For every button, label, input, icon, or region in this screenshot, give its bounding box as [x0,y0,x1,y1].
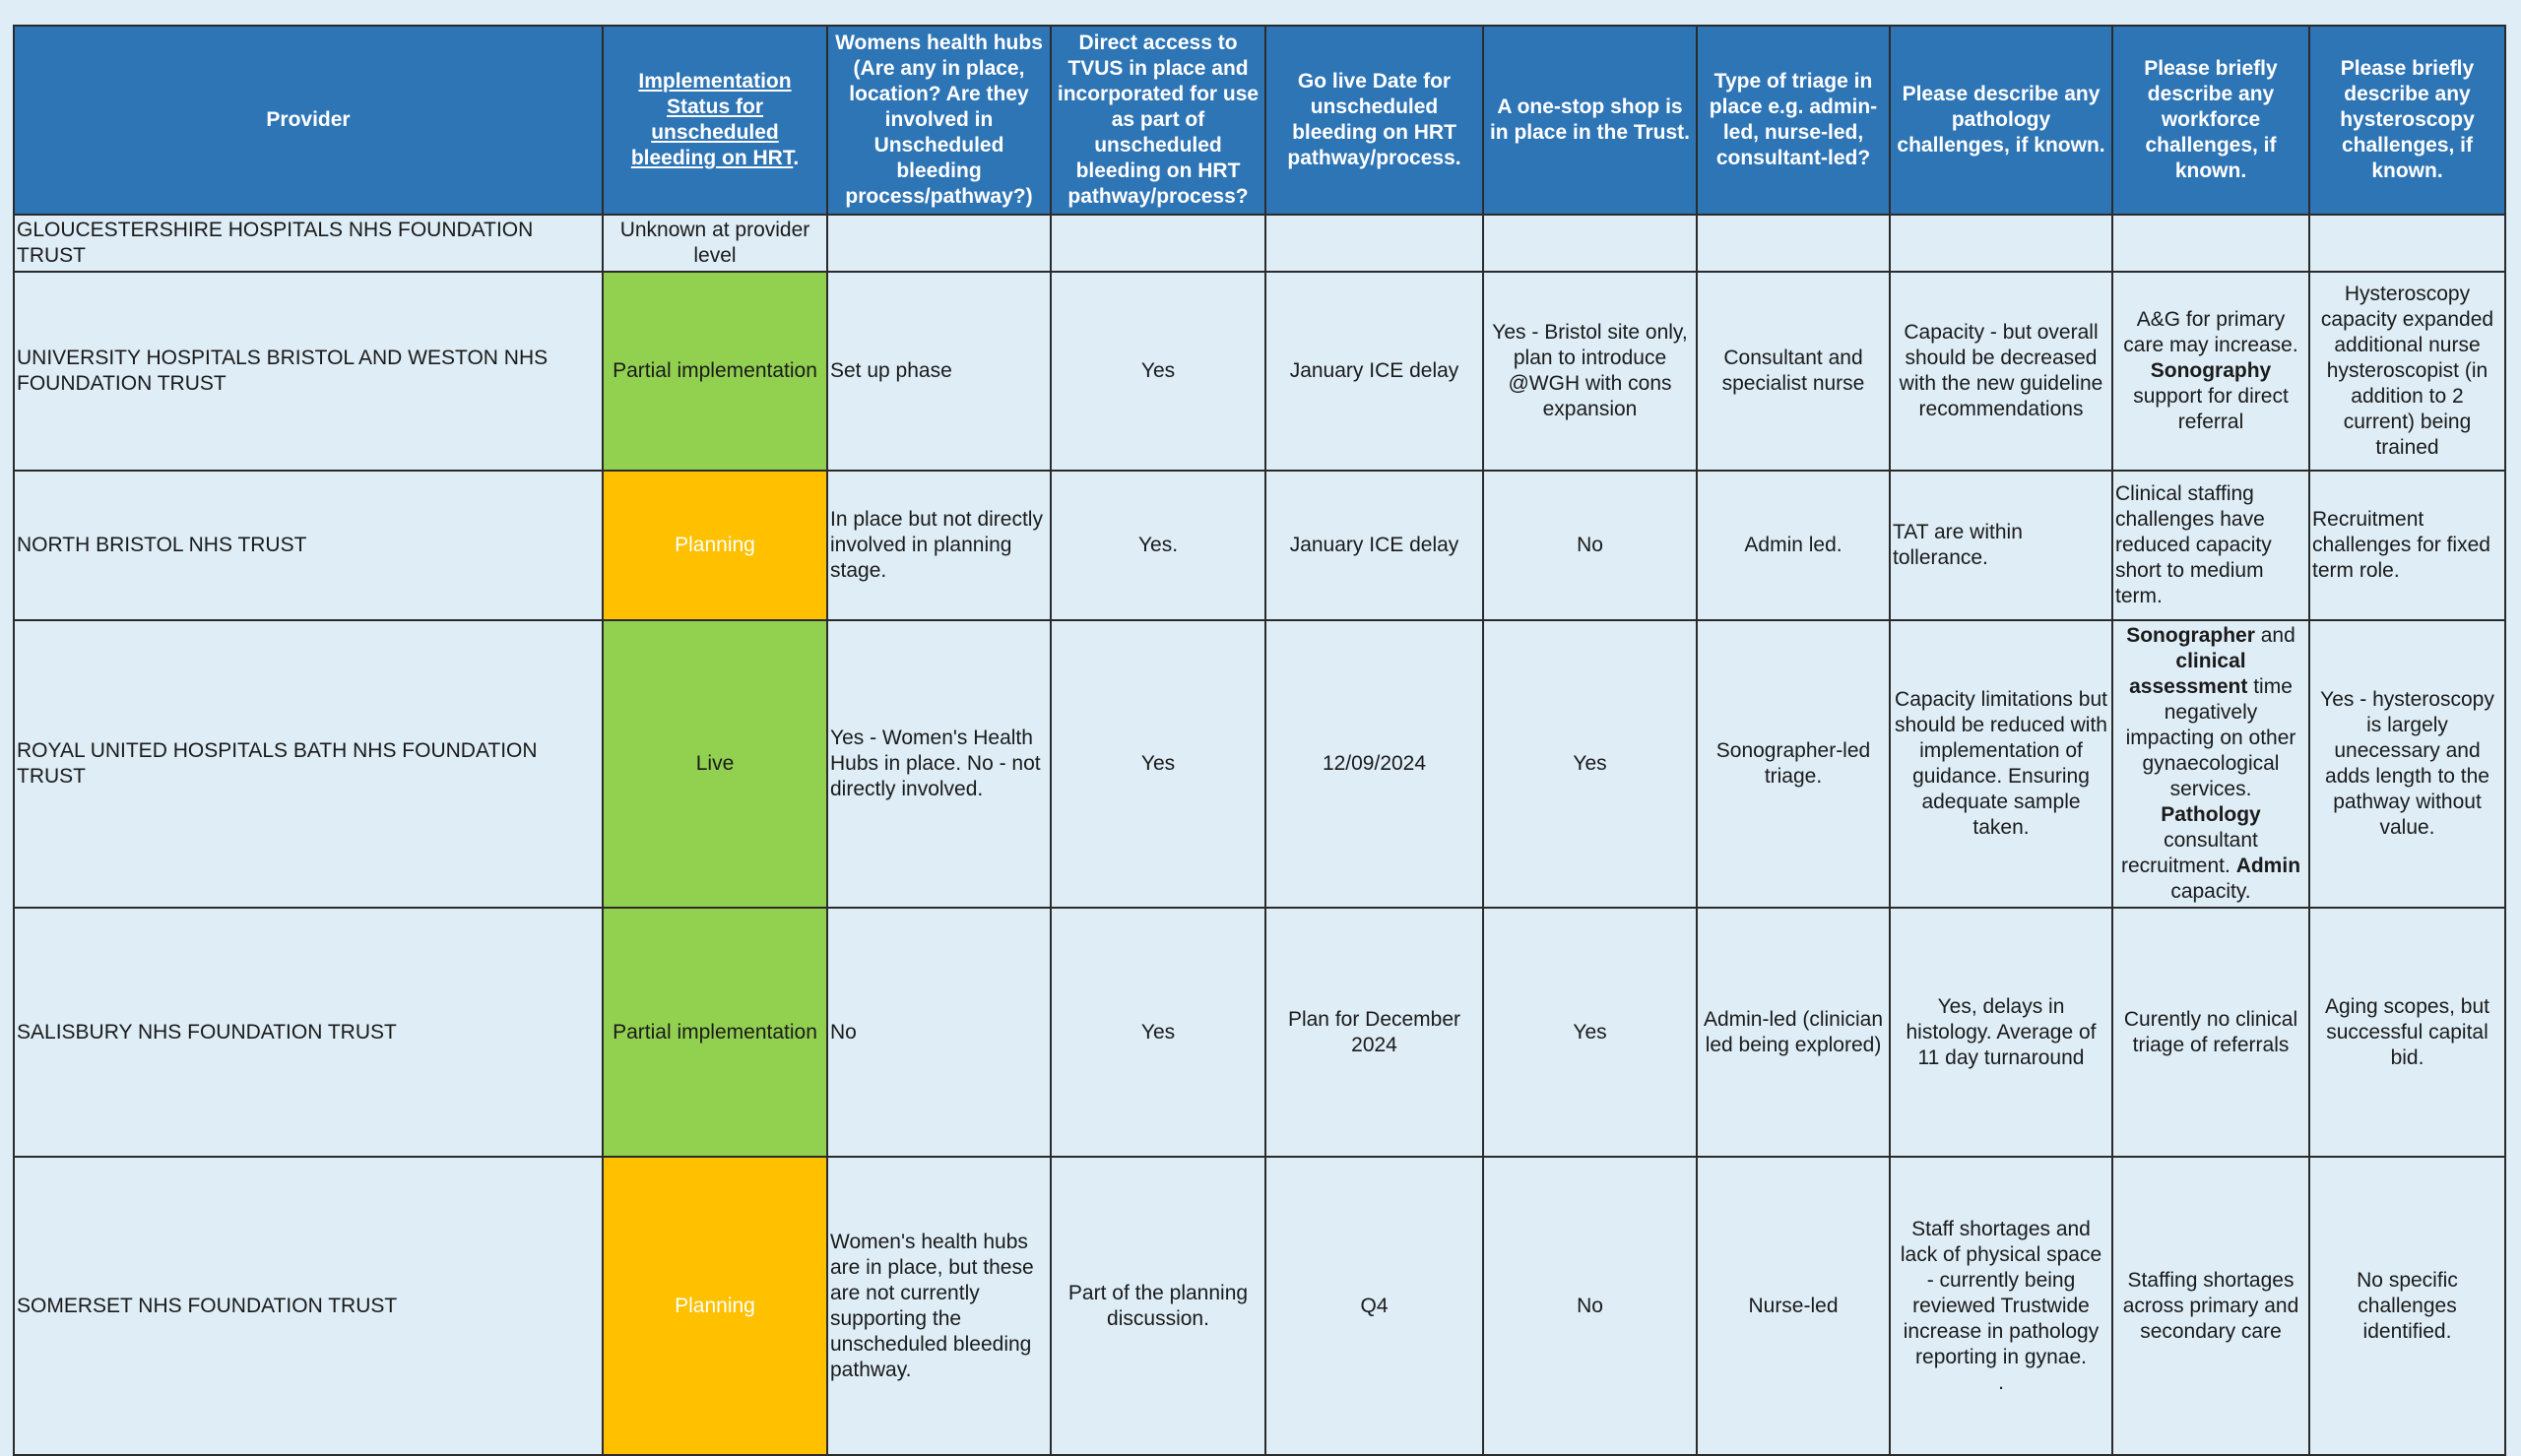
header-hysteroscopy-challenges: Please briefly describe any hysteroscopy challenges, if known. [2309,26,2505,215]
pathology-cell: Capacity - but overall should be decreased with the new guideline recommendations [1890,272,2112,471]
header-implementation-status: Implementation Status for unscheduled bleeding on HRT. [603,26,827,215]
onestop-cell: Yes [1483,620,1697,908]
golive-cell: January ICE delay [1265,272,1483,471]
onestop-cell: No [1483,1157,1697,1455]
hysteroscopy-cell: Recruitment challenges for fixed term role. [2309,471,2505,620]
provider-cell: SOMERSET NHS FOUNDATION TRUST [14,1157,603,1455]
trust-status-table [13,25,2506,1456]
header-go-live-date: Go live Date for unscheduled bleeding on HRT pathway/process. [1265,26,1483,215]
hubs-cell: Set up phase [827,272,1051,471]
header-direct-access-tvus: Direct access to TVUS in place and incorporated for use as part of unscheduled bleeding on HRT pathway/process? [1051,26,1265,215]
provider-cell: UNIVERSITY HOSPITALS BRISTOL AND WESTON NHS FOUNDATION TRUST [14,272,603,471]
tvus-cell: Yes. [1051,471,1265,620]
hubs-cell: In place but not directly involved in planning stage. [827,471,1051,620]
triage-cell: Nurse-led [1697,1157,1890,1455]
table-row [14,1157,2505,1455]
pathology-cell: Yes, delays in histology. Average of 11 day turnaround [1890,908,2112,1157]
triage-cell: Admin led. [1697,471,1890,620]
triage-cell [1697,215,1890,272]
pathology-cell: Staff shortages and lack of physical space - currently being reviewed Trustwide increase in pathology reporting in gynae. . [1890,1157,2112,1455]
pathology-cell [1890,215,2112,272]
golive-cell [1265,215,1483,272]
pathology-cell: TAT are within tollerance. [1890,471,2112,620]
triage-cell: Admin-led (clinician led being explored) [1697,908,1890,1157]
header-pathology-challenges: Please describe any pathology challenges, if known. [1890,26,2112,215]
tvus-cell: Yes [1051,620,1265,908]
hubs-cell: No [827,908,1051,1157]
hubs-cell: Women's health hubs are in place, but these are not currently supporting the unscheduled bleeding pathway. [827,1157,1051,1455]
header-triage-type: Type of triage in place e.g. admin-led, nurse-led, consultant-led? [1697,26,1890,215]
status-cell: Planning [603,471,827,620]
pathology-cell: Capacity limitations but should be reduced with implementation of guidance. Ensuring adequate sample taken. [1890,620,2112,908]
tvus-cell: Yes [1051,272,1265,471]
provider-cell: NORTH BRISTOL NHS TRUST [14,471,603,620]
workforce-cell [2112,215,2309,272]
workforce-cell: Sonographer and clinical assessment time negatively impacting on other gynaecological services. Pathology consultant recruitment. Admin capacity. [2112,620,2309,908]
table-row [14,620,2505,908]
golive-cell: 12/09/2024 [1265,620,1483,908]
hysteroscopy-cell [2309,215,2505,272]
header-row [14,26,2505,215]
provider-cell: GLOUCESTERSHIRE HOSPITALS NHS FOUNDATION TRUST [14,215,603,272]
status-cell: Planning [603,1157,827,1455]
provider-cell: ROYAL UNITED HOSPITALS BATH NHS FOUNDATION TRUST [14,620,603,908]
table-row [14,272,2505,471]
golive-cell: Plan for December 2024 [1265,908,1483,1157]
header-provider: Provider [14,26,603,215]
tvus-cell: Yes [1051,908,1265,1157]
golive-cell: Q4 [1265,1157,1483,1455]
workforce-cell: Staffing shortages across primary and secondary care [2112,1157,2309,1455]
onestop-cell: Yes [1483,908,1697,1157]
onestop-cell: Yes - Bristol site only, plan to introduce @WGH with cons expansion [1483,272,1697,471]
triage-cell: Consultant and specialist nurse [1697,272,1890,471]
hubs-cell [827,215,1051,272]
hysteroscopy-cell: Yes - hysteroscopy is largely unecessary and adds length to the pathway without value. [2309,620,2505,908]
status-cell: Live [603,620,827,908]
status-cell: Unknown at provider level [603,215,827,272]
header-workforce-challenges: Please briefly describe any workforce challenges, if known. [2112,26,2309,215]
hubs-cell: Yes - Women's Health Hubs in place. No - not directly involved. [827,620,1051,908]
table-row [14,215,2505,272]
header-one-stop-shop: A one-stop shop is in place in the Trust. [1483,26,1697,215]
workforce-cell: Clinical staffing challenges have reduced capacity short to medium term. [2112,471,2309,620]
table-row [14,908,2505,1157]
onestop-cell [1483,215,1697,272]
golive-cell: January ICE delay [1265,471,1483,620]
header-womens-health-hubs: Womens health hubs (Are any in place, location? Are they involved in Unscheduled bleeding process/pathway?) [827,26,1051,215]
triage-cell: Sonographer-led triage. [1697,620,1890,908]
tvus-cell [1051,215,1265,272]
tvus-cell: Part of the planning discussion. [1051,1157,1265,1455]
hysteroscopy-cell: No specific challenges identified. [2309,1157,2505,1455]
onestop-cell: No [1483,471,1697,620]
workforce-cell: A&G for primary care may increase. Sonography support for direct referral [2112,272,2309,471]
status-cell: Partial implementation [603,908,827,1157]
hysteroscopy-cell: Aging scopes, but successful capital bid. [2309,908,2505,1157]
status-cell: Partial implementation [603,272,827,471]
table-row [14,471,2505,620]
hysteroscopy-cell: Hysteroscopy capacity expanded additional nurse hysteroscopist (in addition to 2 current) being trained [2309,272,2505,471]
provider-cell: SALISBURY NHS FOUNDATION TRUST [14,908,603,1157]
workforce-cell: Curently no clinical triage of referrals [2112,908,2309,1157]
